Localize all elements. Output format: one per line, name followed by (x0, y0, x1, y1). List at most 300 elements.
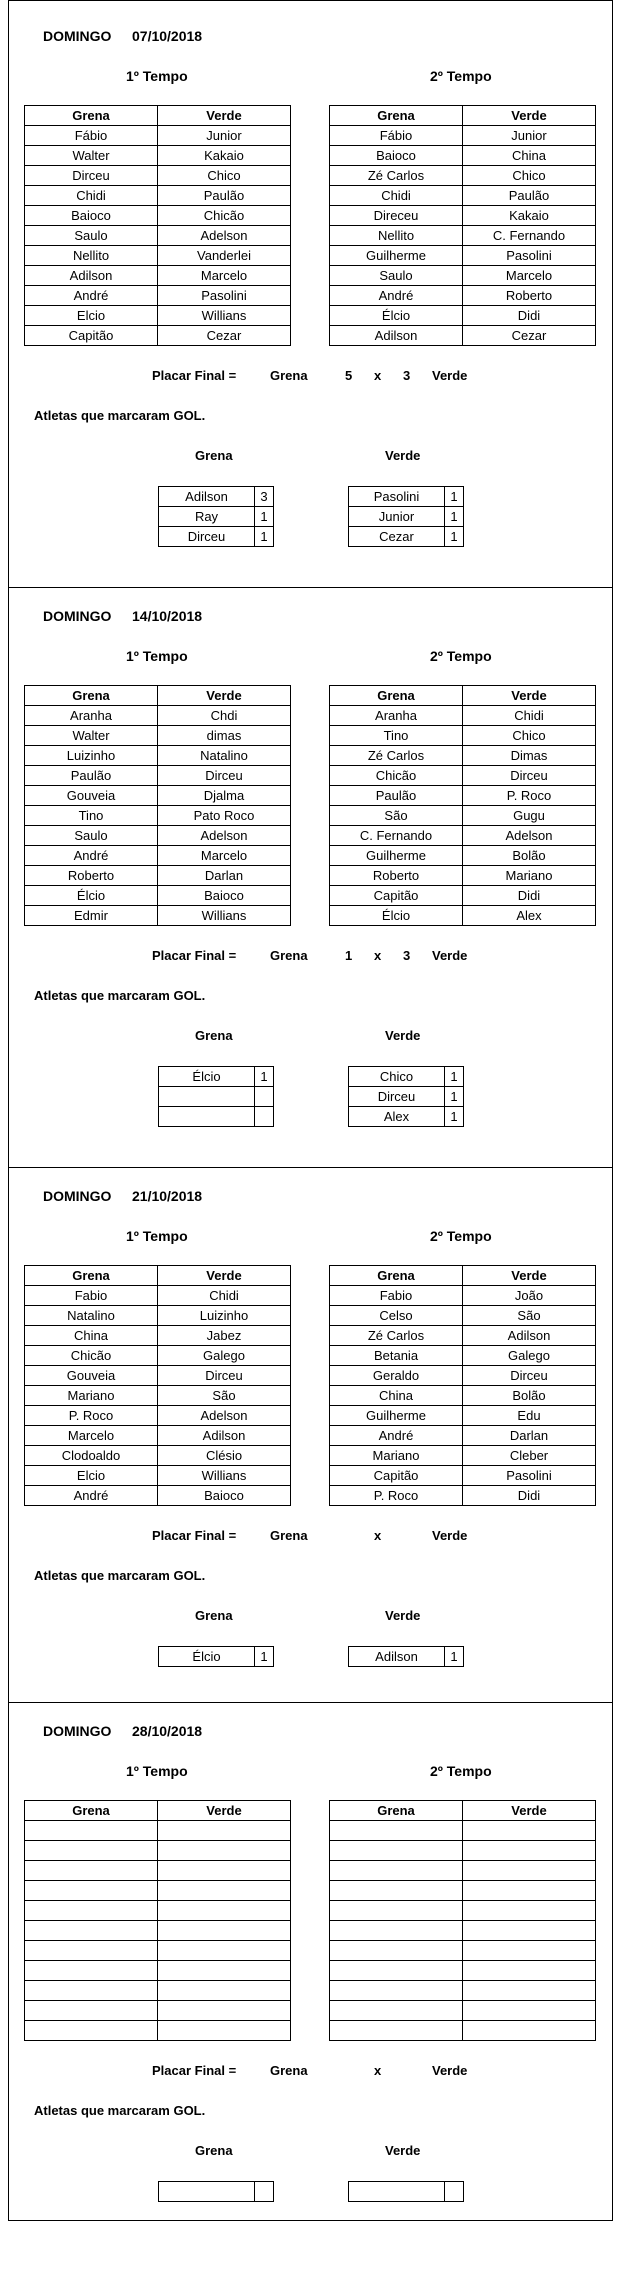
player-verde (463, 1901, 596, 1921)
player-verde: Galego (463, 1346, 596, 1366)
table-row (330, 1346, 596, 1366)
table-row (330, 766, 596, 786)
player-verde: Bolão (463, 846, 596, 866)
player-grena: Zé Carlos (330, 746, 463, 766)
player-grena: C. Fernando (330, 826, 463, 846)
table-row (25, 1286, 291, 1306)
scorer-goals: 1 (445, 527, 464, 547)
player-grena: Chicão (25, 1346, 158, 1366)
player-verde: Dirceu (463, 1366, 596, 1386)
scorer-goals: 1 (255, 1647, 274, 1667)
final-score-verde-label: Verde (432, 1528, 468, 1543)
table-row (25, 286, 291, 306)
table-row (330, 1861, 596, 1881)
table-row (330, 786, 596, 806)
player-grena: Capitão (330, 1466, 463, 1486)
table-row (25, 1486, 291, 1506)
player-grena: André (25, 846, 158, 866)
player-grena: Walter (25, 726, 158, 746)
player-verde: Adelson (158, 1406, 291, 1426)
table-row (330, 746, 596, 766)
scorer-name: Alex (349, 1107, 445, 1127)
game-date: 21/10/2018 (132, 1188, 203, 1204)
table-row (330, 2001, 596, 2021)
player-grena: Élcio (25, 886, 158, 906)
final-score-grena-label: Grena (270, 1528, 308, 1543)
player-verde: dimas (158, 726, 291, 746)
player-grena: Mariano (330, 1446, 463, 1466)
player-verde: Adelson (158, 226, 291, 246)
scorer-goals (255, 1087, 274, 1107)
player-grena: Clodoaldo (25, 1446, 158, 1466)
final-score-grena-label: Grena (270, 948, 308, 963)
scorer-row (159, 1067, 274, 1087)
table-row (330, 1921, 596, 1941)
game-date: 14/10/2018 (132, 608, 203, 624)
first-half-lineup-table (24, 105, 291, 346)
column-header-verde: Verde (158, 1266, 291, 1286)
scorer-name: Adilson (349, 1647, 445, 1667)
table-row (25, 206, 291, 226)
player-grena: China (330, 1386, 463, 1406)
table-header-row (25, 686, 291, 706)
player-verde: Marcelo (158, 846, 291, 866)
scorers-grena-table (158, 486, 274, 547)
player-verde: Clésio (158, 1446, 291, 1466)
table-row (25, 1841, 291, 1861)
player-grena: Marcelo (25, 1426, 158, 1446)
scorers-title: Atletas que marcaram GOL. (34, 2103, 206, 2118)
player-verde: Kakaio (463, 206, 596, 226)
table-row (330, 1286, 596, 1306)
table-row (25, 126, 291, 146)
column-header-verde: Verde (158, 1801, 291, 1821)
scorers-verde-title: Verde (385, 2143, 421, 2158)
final-score-verde-label: Verde (432, 368, 468, 383)
first-half-lineup-table (24, 1800, 291, 2041)
scorers-verde-table (348, 2181, 464, 2202)
scorer-name: Chico (349, 1067, 445, 1087)
table-row (25, 166, 291, 186)
table-row (330, 286, 596, 306)
player-verde: Marcelo (158, 266, 291, 286)
player-verde (463, 1861, 596, 1881)
table-row (25, 846, 291, 866)
player-grena: Dirceu (25, 166, 158, 186)
player-grena (25, 1961, 158, 1981)
scorers-title: Atletas que marcaram GOL. (34, 988, 206, 1003)
player-verde: Darlan (158, 866, 291, 886)
player-verde: Vanderlei (158, 246, 291, 266)
player-verde (158, 1921, 291, 1941)
scorers-grena-title: Grena (195, 2143, 233, 2158)
table-row (25, 246, 291, 266)
column-header-grena: Grena (330, 1266, 463, 1286)
table-header-row (330, 1266, 596, 1286)
player-verde: Pasolini (158, 286, 291, 306)
player-grena: Elcio (25, 306, 158, 326)
player-grena (330, 1921, 463, 1941)
scorer-name: Ray (159, 507, 255, 527)
player-grena: Aranha (330, 706, 463, 726)
score-grena: 5 (345, 368, 353, 383)
table-row (330, 806, 596, 826)
player-grena: Nellito (330, 226, 463, 246)
scorer-name: Junior (349, 507, 445, 527)
game-day-label: DOMINGO (43, 1723, 112, 1739)
player-verde: Paulão (463, 186, 596, 206)
player-verde: Cezar (158, 326, 291, 346)
scorers-verde-table (348, 1646, 464, 1667)
table-header-row (25, 1801, 291, 1821)
table-header-row (330, 686, 596, 706)
game-section (0, 0, 621, 580)
player-verde: Alex (463, 906, 596, 926)
player-grena: Natalino (25, 1306, 158, 1326)
scorer-row (159, 1647, 274, 1667)
player-grena: Tino (330, 726, 463, 746)
second-half-lineup-table (329, 1265, 596, 1506)
column-header-verde: Verde (463, 1801, 596, 1821)
player-grena: Celso (330, 1306, 463, 1326)
player-verde: C. Fernando (463, 226, 596, 246)
player-verde: Djalma (158, 786, 291, 806)
column-header-grena: Grena (330, 106, 463, 126)
column-header-grena: Grena (25, 1801, 158, 1821)
player-verde (158, 1821, 291, 1841)
table-row (25, 1326, 291, 1346)
table-row (25, 1426, 291, 1446)
game-date: 07/10/2018 (132, 28, 203, 44)
player-verde: Chico (158, 166, 291, 186)
table-row (330, 1466, 596, 1486)
player-verde: Natalino (158, 746, 291, 766)
player-grena: Roberto (25, 866, 158, 886)
final-score-verde-label: Verde (432, 2063, 468, 2078)
player-grena: China (25, 1326, 158, 1346)
player-grena: Baioco (25, 206, 158, 226)
player-grena: Roberto (330, 866, 463, 886)
table-row (330, 246, 596, 266)
player-verde: Junior (463, 126, 596, 146)
scorer-goals: 1 (445, 487, 464, 507)
first-half-title: 1º Tempo (126, 648, 188, 664)
scorer-row (159, 1087, 274, 1107)
table-row (330, 1426, 596, 1446)
scorer-row (159, 527, 274, 547)
player-grena: Chidi (25, 186, 158, 206)
player-grena (330, 2001, 463, 2021)
table-row (25, 1446, 291, 1466)
scorers-grena-table (158, 2181, 274, 2202)
scorers-grena-title: Grena (195, 1028, 233, 1043)
column-header-verde: Verde (463, 686, 596, 706)
table-header-row (330, 106, 596, 126)
scorers-title: Atletas que marcaram GOL. (34, 408, 206, 423)
table-row (330, 1821, 596, 1841)
player-grena: Guilherme (330, 246, 463, 266)
player-verde: China (463, 146, 596, 166)
player-verde (158, 1861, 291, 1881)
table-row (25, 726, 291, 746)
player-grena: Fabio (25, 1286, 158, 1306)
scorer-row (349, 1067, 464, 1087)
column-header-verde: Verde (158, 106, 291, 126)
scorers-title: Atletas que marcaram GOL. (34, 1568, 206, 1583)
table-header-row (25, 106, 291, 126)
scorer-name: Dirceu (159, 527, 255, 547)
scorer-row (349, 1107, 464, 1127)
first-half-lineup-table (24, 685, 291, 926)
final-score-grena-label: Grena (270, 368, 308, 383)
table-row (25, 1981, 291, 2001)
player-verde (158, 2021, 291, 2041)
player-grena (25, 1881, 158, 1901)
table-row (25, 706, 291, 726)
player-grena (25, 2001, 158, 2021)
table-row (330, 1486, 596, 1506)
game-section (0, 1160, 621, 1740)
final-score-label: Placar Final = (152, 368, 237, 383)
player-verde: Gugu (463, 806, 596, 826)
player-grena: Direceu (330, 206, 463, 226)
second-half-title: 2º Tempo (430, 1228, 492, 1244)
table-row (330, 146, 596, 166)
final-score-label: Placar Final = (152, 1528, 237, 1543)
player-grena: Geraldo (330, 1366, 463, 1386)
player-verde: Willians (158, 1466, 291, 1486)
player-verde: Jabez (158, 1326, 291, 1346)
player-grena: André (25, 1486, 158, 1506)
table-row (330, 1366, 596, 1386)
table-row (25, 2001, 291, 2021)
table-row (330, 1901, 596, 1921)
table-row (25, 1306, 291, 1326)
first-half-title: 1º Tempo (126, 1228, 188, 1244)
column-header-grena: Grena (25, 686, 158, 706)
player-verde: Dirceu (158, 1366, 291, 1386)
player-verde: Pasolini (463, 246, 596, 266)
player-grena: Zé Carlos (330, 166, 463, 186)
scorer-row (349, 527, 464, 547)
game-day-label: DOMINGO (43, 608, 112, 624)
player-grena: Élcio (330, 306, 463, 326)
table-row (25, 886, 291, 906)
scorer-goals: 1 (445, 1107, 464, 1127)
player-verde: Pato Roco (158, 806, 291, 826)
player-grena: Saulo (25, 226, 158, 246)
player-verde: Cezar (463, 326, 596, 346)
column-header-grena: Grena (25, 1266, 158, 1286)
second-half-lineup-table (329, 1800, 596, 2041)
player-verde: Baioco (158, 886, 291, 906)
player-verde: Adelson (158, 826, 291, 846)
player-grena (25, 1821, 158, 1841)
player-grena (330, 1901, 463, 1921)
table-row (330, 726, 596, 746)
scorer-name: Cezar (349, 527, 445, 547)
scorer-goals: 1 (445, 1087, 464, 1107)
player-grena: Chicão (330, 766, 463, 786)
column-header-verde: Verde (158, 686, 291, 706)
player-grena (25, 1941, 158, 1961)
player-verde: Willians (158, 906, 291, 926)
player-verde (158, 1841, 291, 1861)
player-grena (330, 1961, 463, 1981)
table-row (25, 1366, 291, 1386)
table-row (25, 1941, 291, 1961)
player-grena (25, 1981, 158, 2001)
table-row (25, 146, 291, 166)
player-grena (25, 1861, 158, 1881)
table-row (330, 1326, 596, 1346)
table-row (330, 866, 596, 886)
table-row (25, 1921, 291, 1941)
table-row (25, 1961, 291, 1981)
scorer-goals (445, 2182, 464, 2202)
player-verde: João (463, 1286, 596, 1306)
player-grena: Guilherme (330, 846, 463, 866)
table-row (25, 786, 291, 806)
final-score-grena-label: Grena (270, 2063, 308, 2078)
scorer-name (159, 2182, 255, 2202)
table-row (330, 186, 596, 206)
player-grena: São (330, 806, 463, 826)
player-grena: Elcio (25, 1466, 158, 1486)
player-grena: Gouveia (25, 786, 158, 806)
player-verde: Bolão (463, 1386, 596, 1406)
scorer-row (349, 487, 464, 507)
player-verde (463, 2001, 596, 2021)
table-row (330, 826, 596, 846)
column-header-grena: Grena (330, 686, 463, 706)
scorers-verde-table (348, 486, 464, 547)
player-verde: Didi (463, 1486, 596, 1506)
scorer-row (159, 507, 274, 527)
player-verde: Darlan (463, 1426, 596, 1446)
scorer-name: Pasolini (349, 487, 445, 507)
table-row (330, 706, 596, 726)
player-grena: Paulão (330, 786, 463, 806)
second-half-lineup-table (329, 105, 596, 346)
scorers-verde-title: Verde (385, 1028, 421, 1043)
player-grena: André (330, 286, 463, 306)
player-grena: Fábio (25, 126, 158, 146)
table-row (330, 1961, 596, 1981)
game-day-label: DOMINGO (43, 28, 112, 44)
player-grena: Élcio (330, 906, 463, 926)
scorer-row (349, 1647, 464, 1667)
table-row (25, 826, 291, 846)
player-grena: Saulo (25, 826, 158, 846)
final-score-label: Placar Final = (152, 948, 237, 963)
scorers-grena-table (158, 1646, 274, 1667)
player-grena: André (25, 286, 158, 306)
player-verde: Willians (158, 306, 291, 326)
player-grena (330, 2021, 463, 2041)
player-grena (25, 1901, 158, 1921)
table-row (330, 1981, 596, 2001)
player-grena (330, 1841, 463, 1861)
scorer-row (159, 1107, 274, 1127)
table-row (25, 806, 291, 826)
player-verde: Didi (463, 306, 596, 326)
player-grena: Capitão (25, 326, 158, 346)
player-verde (158, 1901, 291, 1921)
player-verde (463, 1881, 596, 1901)
table-row (25, 186, 291, 206)
player-verde: Chico (463, 726, 596, 746)
player-grena: Adilson (330, 326, 463, 346)
table-row (330, 1306, 596, 1326)
table-row (330, 266, 596, 286)
table-header-row (330, 1801, 596, 1821)
table-row (330, 1841, 596, 1861)
player-verde (463, 1841, 596, 1861)
second-half-title: 2º Tempo (430, 68, 492, 84)
scorer-goals: 1 (255, 1067, 274, 1087)
player-verde: Chdi (158, 706, 291, 726)
player-grena: Guilherme (330, 1406, 463, 1426)
player-grena: Tino (25, 806, 158, 826)
player-verde (158, 2001, 291, 2021)
scorer-name: Élcio (159, 1067, 255, 1087)
player-verde: Chicão (158, 206, 291, 226)
scorers-grena-table (158, 1066, 274, 1127)
player-grena (330, 1981, 463, 2001)
scorers-grena-title: Grena (195, 1608, 233, 1623)
scorer-goals: 1 (255, 527, 274, 547)
player-grena: P. Roco (25, 1406, 158, 1426)
player-grena: Baioco (330, 146, 463, 166)
table-row (330, 306, 596, 326)
player-grena: Betania (330, 1346, 463, 1366)
player-grena (330, 1821, 463, 1841)
scorer-name: Adilson (159, 487, 255, 507)
second-half-lineup-table (329, 685, 596, 926)
player-verde: Paulão (158, 186, 291, 206)
player-grena: Nellito (25, 246, 158, 266)
scorer-goals: 1 (445, 1647, 464, 1667)
scorer-name (349, 2182, 445, 2202)
table-row (25, 746, 291, 766)
table-row (25, 766, 291, 786)
player-grena: Chidi (330, 186, 463, 206)
player-verde: Didi (463, 886, 596, 906)
score-separator: x (374, 1528, 382, 1543)
table-row (25, 906, 291, 926)
player-grena (25, 1921, 158, 1941)
table-row (25, 1821, 291, 1841)
player-verde (158, 1881, 291, 1901)
score-grena: 1 (345, 948, 353, 963)
player-verde: Chidi (158, 1286, 291, 1306)
table-row (330, 1881, 596, 1901)
scorer-goals: 1 (445, 507, 464, 527)
first-half-lineup-table (24, 1265, 291, 1506)
player-verde: Mariano (463, 866, 596, 886)
column-header-verde: Verde (463, 1266, 596, 1286)
player-grena (25, 1841, 158, 1861)
player-verde: Luizinho (158, 1306, 291, 1326)
scorer-goals (255, 2182, 274, 2202)
player-grena: Capitão (330, 886, 463, 906)
player-grena: Luizinho (25, 746, 158, 766)
player-grena: André (330, 1426, 463, 1446)
table-row (330, 906, 596, 926)
game-day-label: DOMINGO (43, 1188, 112, 1204)
table-row (330, 326, 596, 346)
